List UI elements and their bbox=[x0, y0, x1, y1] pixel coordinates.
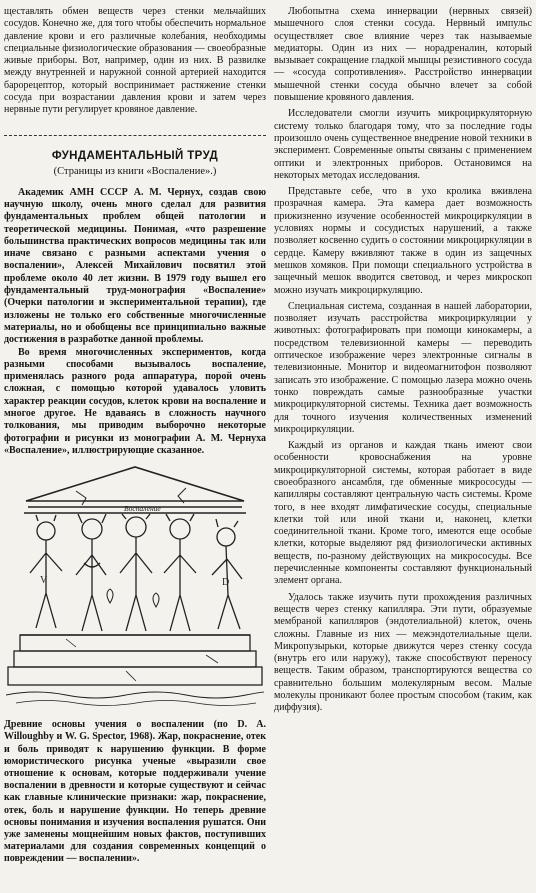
temple-pediment bbox=[26, 467, 244, 501]
right-column bbox=[274, 6, 532, 719]
section-intro-2: Во время многочисленных экспериментов, когда разными способами вызывалось воспаление, применялась разного рода аппаратура, порой очень сложная, с помощью которой удавалось уловить характер реакции сосудов, клеток крови на воспаление и многое другое. Не вдаваясь в сложность научного толкования, мы приводим выборочно некоторые фотографии и рисунки из монографии А. М. Чернуха «Воспаление», иллюстрирующие сказанное. bbox=[4, 346, 266, 456]
section-intro-1: Академик АМН СССР А. М. Чернух, создав свою научную школу, очень много сделал для развития фундаментальных проблем общей патологии и теоретической медицины. Понимая, «что разрешение большинства практических вопросов медицины так или иначе связано с разными аспектами учения о воспалении», Алексей Михайлович посвятил этой проблеме около 40 лет жизни. В 1979 году вышел его фундаментальный труд-монография «Воспаление» (Очерки патологии и экспериментальной терапии), где изложены не только его собственные многочисленные материалы, но и обобщены все принципиально важные достижения в разработке данной проблемы. bbox=[4, 186, 266, 346]
paragraph-innervation: Любопытна схема иннервации (нервных связей) мышечного слоя стенки сосуда. Нервный импульс осуществляет свое влияние через так называемые медиаторы. Один из них — норадреналин, который вызывает сокращение гладкой мышцы резистивного сосуда — «сосуда сопротивления». Расстройство иннервации мышечной стенки сосуда обычно влечет за собой повышение кровяного давления. bbox=[274, 6, 532, 104]
illustration-letter-v: V bbox=[40, 575, 48, 587]
section-subtitle: (Страницы из книги «Воспаление».) bbox=[53, 165, 217, 177]
section-title: ФУНДАМЕНТАЛЬНЫЙ ТРУД bbox=[51, 149, 219, 162]
temple-cartoon-illustration bbox=[6, 463, 264, 713]
section-divider bbox=[4, 135, 266, 136]
illustration-label: Воспаление bbox=[124, 504, 161, 514]
intro-paragraph: щеставлять обмен веществ через стенки мельчайших сосудов. Конечно же, для того чтобы обеспечить нормальное давление крови и его различные колебания, необходимы специальные физиологические образования — своеобразные живые приборы. Вот, например, один из них. В развилке между внутренней и наружной сонной артерией находится барорецептор, который воспринимает растяжение стенки сосуда при возрастании давления крови и затем через нервные пути регулирует кровяное давление. bbox=[4, 6, 266, 116]
paragraph-capillary-transport: Удалось также изучить пути прохождения различных веществ через стенку капилляра. Эти пути, образуемые мембраной капилляров (эндотелиальной) клеток, очень сложны. Главные из них — межэндотелиальные щели. Микропузырьки, которые движутся через стенку сосуда (внутрь его или наружу), также способствуют переносу веществ. Таким образом, транспортируются вещества со сравнительно большим молекулярным весом. Малые молекулы проникают более простым способом (таким, как диффузия). bbox=[274, 591, 532, 714]
paragraph-research-methods: Исследователи смогли изучить микроциркуляторную систему только благодаря тому, что за последние годы произошло очень существенное внедрение новой техники в эксперимент. Современные опыты связаны с применением оптики и электронных приборов. Остановимся на некоторых методах исследования. bbox=[274, 108, 532, 181]
paragraph-special-system: Специальная система, созданная в нашей лаборатории, позволяет изучать расстройства микроциркуляции у животных: фотографировать при помощи кинокамеры, а посредством телевизионной камеры — переводить оптическое изображение через электронные сигналы в телевизионные. Монитор и видеомагнитофон позволяют записать это изображение. С помощью лазера можно очень тонко повреждать самые разнообразные участки микроциркуляторной системы. Техника дает возможность для точного изучения количественных изменений микроциркуляции. bbox=[274, 300, 532, 435]
paragraph-organ-blood-supply: Каждый из органов и каждая ткань имеют свои особенности кровоснабжения на уровне микроциркуляторной системы, которая работает в виде своеобразного ансамбля, где обменные микрососуды — капилляры составляют центральную часть системы. Кроме того, в нее входят лимфатические сосуды, специальные клетки той или иной ткани и, наконец, клетки соединительной ткани. Кроме того, имеются еще особые клетки, которые выделяют ряд физиологически активных веществ, по-разному действующих на микрососуды. Все перечисленные компоненты составляют функциональный элемент органа. bbox=[274, 440, 532, 587]
paragraph-rabbit-ear-chamber: Представьте себе, что в ухо кролика вживлена прозрачная камера. Эта камера дает возможность прижизненно изучение особенностей микроциркуляции в условиях нормы и сосудистых нарушений, а также позволяет косвенно судить о состоянии микроциркуляции в сердце. Камеру вживляют также в один из защечных мешков хомяков. При помощи специального устройства в защечный мешок вводится световод, и через микроскоп можно изучать микроциркуляцию. bbox=[274, 186, 532, 296]
illustration-letter-d: D bbox=[222, 577, 230, 589]
left-column bbox=[4, 6, 266, 866]
illustration-caption: Древние основы учения о воспалении (по D. A. Willoughby и W. G. Spector, 1968). Жар, покраснение, отек и боль приводят к нарушению функции. В форме юмористического рисунка ученые «выразили свое отношение к основам, которые поддерживали учение воспалении в древности и которые существуют и сейчас как главные клинические признаки: жар, покраснение, отек, боль и нарушение функции. Но теперь древние основы понимания и изучения воспаления рушатся. Они уже заменены мощнейшим новых фактов, поступивших материалами для создания современных концепций о повреждении — воспалении». bbox=[4, 719, 266, 865]
